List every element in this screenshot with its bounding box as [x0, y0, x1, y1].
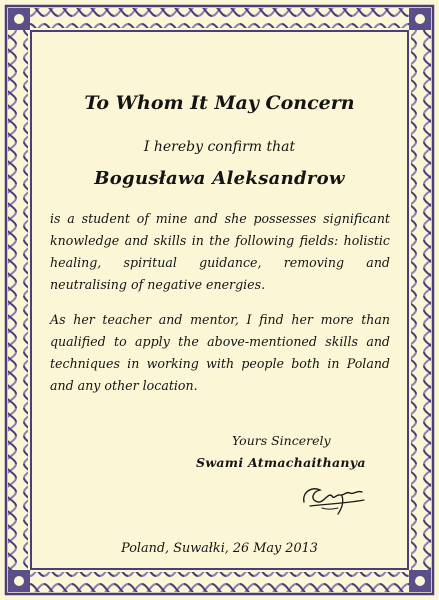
- body-paragraph-recommendation: As her teacher and mentor, I find her more than qualified to apply the above-mentioned skills and techniques in working with people both in Poland and any other location.: [50, 312, 390, 393]
- student-name: Bogusława Aleksandrow: [94, 168, 345, 189]
- document-title: To Whom It May Concern: [84, 92, 355, 114]
- intro-line: I hereby confirm that: [143, 139, 296, 155]
- place-and-date: Poland, Suwałki, 26 May 2013: [121, 541, 318, 556]
- signer-name: Swami Atmachaithanya: [196, 455, 366, 470]
- signature-icon: [298, 478, 370, 518]
- closing-line: Yours Sincerely: [232, 433, 331, 448]
- body-paragraph-skills: is a student of mine and she possesses significant knowledge and skills in the following fields: holistic healing, spiritual guidance, removing and neutralising of negative energies.: [50, 211, 390, 292]
